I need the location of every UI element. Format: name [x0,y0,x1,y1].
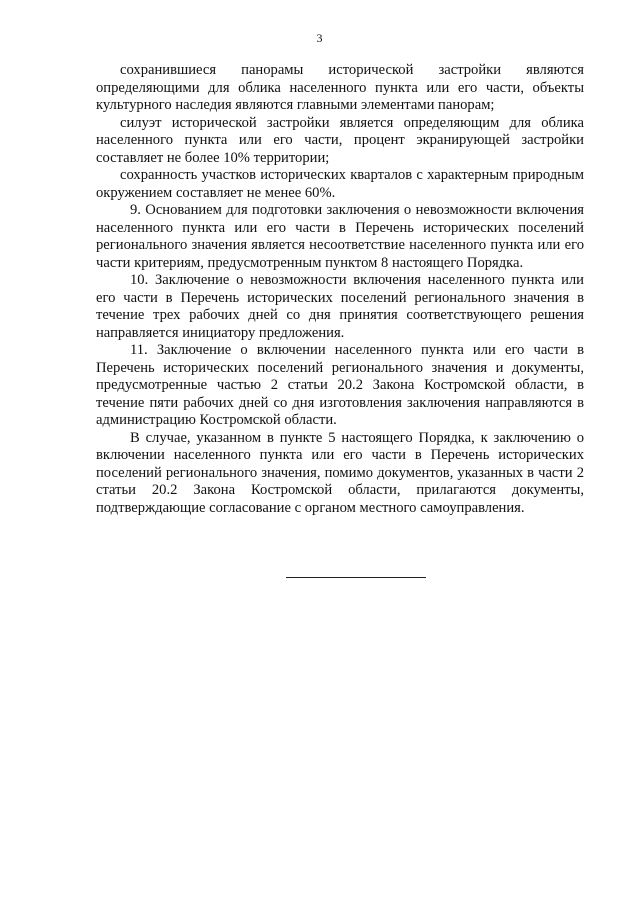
end-of-text-rule [286,577,426,578]
clause-11-supplement: В случае, указанном в пункте 5 настоящего Порядка, к заключению о включении населенного пункта или его части в Перечень исторических поселений регионального значения, помимо документов, указанных в части 2 статьи 20.2 Закона Костромской области, прилагаются документы, подтверждающие согласование с органом местного самоуправления. [96,429,584,516]
document-body [96,62,584,517]
clause-9: 9. Основанием для подготовки заключения о невозможности включения населенного пункта или его части в Перечень исторических поселений регионального значения является несоответствие населенного пункта или его части критериям, предусмотренным пунктом 8 настоящего Порядка. [96,202,584,271]
page-number: 3 [316,31,323,45]
clause-10: 10. Заключение о невозможности включения населенного пункта или его части в Перечень исторических поселений регионального значения в течение трех рабочих дней со дня принятия соответствующего решения направляется инициатору предложения. [96,272,584,341]
criterion-silhouette: силуэт исторической застройки является определяющим для облика населенного пункта или его части, процент экранирующей застройки составляет не более 10% территории; [96,114,584,166]
criterion-natural-surroundings: сохранность участков исторических кварталов с характерным природным окружением составляет не менее 60%. [96,167,584,201]
clause-11: 11. Заключение о включении населенного пункта или его части в Перечень исторических поселений регионального значения и документы, предусмотренные частью 2 статьи 20.2 Закона Костромской области, в течение пяти рабочих дней со дня изготовления заключения направляются в администрацию Костромской области. [96,342,584,428]
criterion-panoramas: сохранившиеся панорамы исторической застройки являются определяющими для облика населенного пункта или его части, объекты культурного наследия являются главными элементами панорам; [96,62,584,113]
